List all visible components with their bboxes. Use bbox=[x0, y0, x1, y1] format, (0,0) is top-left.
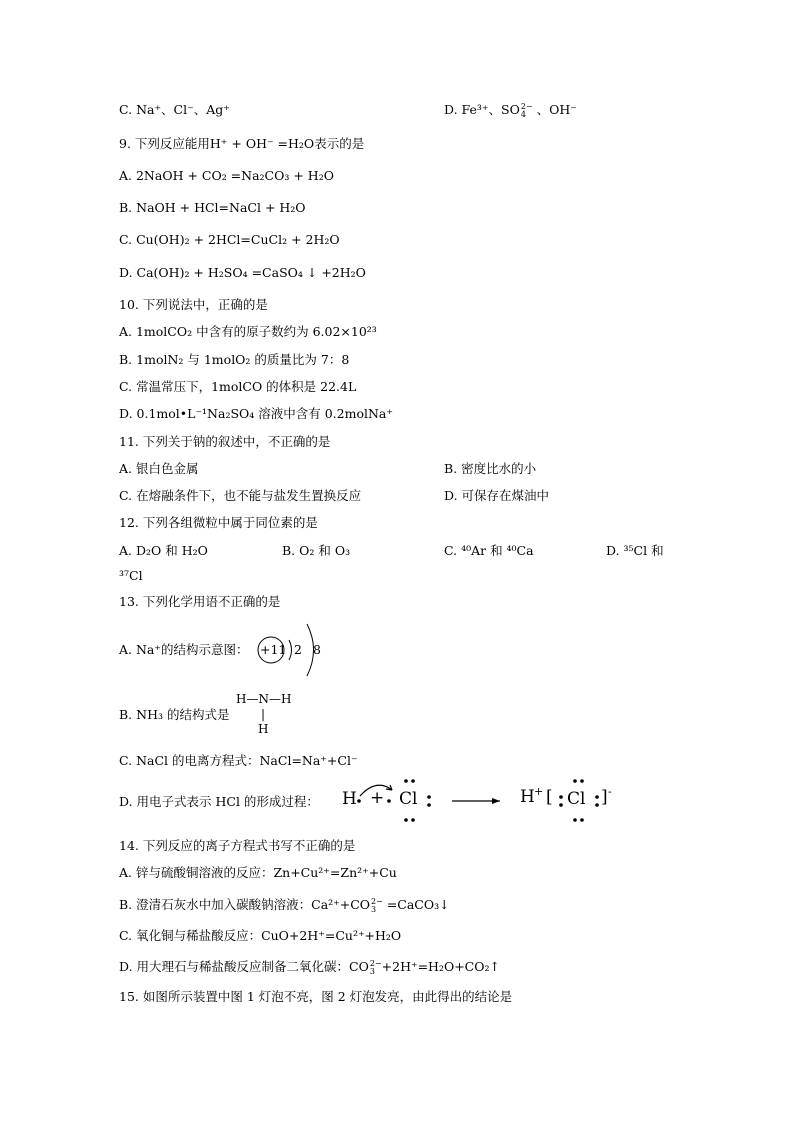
q9-option-a: A. 2NaOH + CO₂ =Na₂CO₃ + H₂O bbox=[119, 168, 334, 183]
q14-stem: 14. 下列反应的离子方程式书写不正确的是 bbox=[119, 838, 356, 853]
hcl-reactant-cl: Cl bbox=[399, 789, 418, 809]
hcl-product-right-bracket: ] bbox=[601, 787, 608, 807]
ammonia-structure-bottom: H bbox=[258, 722, 269, 736]
q13-option-d-label: D. 用电子式表示 HCl 的形成过程： bbox=[119, 794, 319, 809]
q8-option-c: C. Na⁺、Cl⁻、Ag⁺ bbox=[119, 102, 230, 117]
hcl-product-charge: - bbox=[608, 785, 612, 798]
q14-option-d-prefix: D. 用大理石与稀盐酸反应制备二氧化碳：CO bbox=[119, 959, 369, 974]
hcl-reactant-h: H bbox=[342, 789, 357, 809]
q14-option-d bbox=[119, 959, 500, 976]
q14-option-b-prefix: B. 澄清石灰水中加入碳酸钠溶液：Ca²⁺+CO bbox=[119, 897, 371, 912]
ammonia-structure-bond: | bbox=[261, 707, 266, 721]
q11-option-c: C. 在熔融条件下，也不能与盐发生置换反应 bbox=[119, 488, 362, 503]
q8-option-d bbox=[444, 102, 577, 119]
q9-option-c: C. Cu(OH)₂ + 2HCl=CuCl₂ + 2H₂O bbox=[119, 232, 340, 247]
q14-option-a: A. 锌与硫酸铜溶液的反应：Zn+Cu²⁺=Zn²⁺+Cu bbox=[119, 865, 397, 880]
q11-option-a: A. 银白色金属 bbox=[119, 461, 199, 476]
hcl-plus-sign: + bbox=[370, 788, 385, 808]
q12-option-a: A. D₂O 和 H₂O bbox=[119, 543, 208, 558]
q9-option-b: B. NaOH + HCl=NaCl + H₂O bbox=[119, 200, 306, 215]
sodium-ion-structure-diagram bbox=[256, 622, 336, 678]
sodium-nucleus-charge: +11 bbox=[260, 642, 287, 657]
q12-stem: 12. 下列各组微粒中属于同位素的是 bbox=[119, 515, 318, 530]
q14-option-b bbox=[119, 897, 450, 914]
q12-option-c: C. ⁴⁰Ar 和 ⁴⁰Ca bbox=[444, 543, 534, 558]
q13-option-c: C. NaCl 的电离方程式：NaCl=Na⁺+Cl⁻ bbox=[119, 753, 358, 768]
ammonia-structure-top: H—N—H bbox=[236, 692, 292, 706]
q12-option-b: B. O₂ 和 O₃ bbox=[282, 543, 351, 558]
q15-stem: 15. 如图所示装置中图 1 灯泡不亮，图 2 灯泡发亮，由此得出的结论是 bbox=[119, 989, 513, 1004]
q10-option-a: A. 1molCO₂ 中含有的原子数约为 6.02×10²³ bbox=[119, 324, 377, 339]
q9-stem bbox=[119, 136, 364, 152]
hcl-product-h: H bbox=[520, 787, 535, 807]
q10-option-b: B. 1molN₂ 与 1molO₂ 的质量比为 7：8 bbox=[119, 352, 350, 367]
q10-option-d: D. 0.1mol•L⁻¹Na₂SO₄ 溶液中含有 0.2molNa⁺ bbox=[119, 406, 393, 421]
q11-option-d: D. 可保存在煤油中 bbox=[444, 488, 550, 503]
q14-option-d-carbonate-charge: 2− 3 bbox=[369, 958, 382, 976]
q13-option-b-label: B. NH₃ 的结构式是 bbox=[119, 707, 230, 722]
q13-option-a-label: A. Na⁺的结构示意图： bbox=[119, 642, 249, 657]
q13-stem: 13. 下列化学用语不正确的是 bbox=[119, 594, 281, 609]
q14-option-b-carbonate-charge: 2− 3 bbox=[371, 896, 383, 914]
q9-stem-suffix: 表示的是 bbox=[314, 136, 365, 151]
hcl-product-left-bracket: [ bbox=[546, 787, 553, 807]
q14-option-d-suffix: +2H⁺=H₂O+CO₂↑ bbox=[381, 959, 500, 974]
q9-stem-prefix: 9. 下列反应能用 bbox=[119, 136, 210, 151]
q12-option-d-continued: ³⁷Cl bbox=[119, 568, 143, 583]
q8-sulfate-charge: 2− 4 bbox=[520, 101, 533, 119]
sodium-shell-1-count: 2 bbox=[294, 642, 302, 657]
hcl-formation-diagram bbox=[340, 776, 620, 822]
q11-option-b: B. 密度比水的小 bbox=[444, 461, 537, 476]
hcl-product-h-charge: + bbox=[534, 785, 544, 798]
q14-option-b-suffix: =CaCO₃↓ bbox=[382, 897, 450, 912]
q8-option-d-suffix: 、OH⁻ bbox=[532, 102, 577, 117]
q9-stem-equation: H⁺ + OH⁻ =H₂O bbox=[209, 136, 315, 151]
q14-option-c: C. 氧化铜与稀盐酸反应：CuO+2H⁺=Cu²⁺+H₂O bbox=[119, 928, 402, 943]
q10-option-c: C. 常温常压下，1molCO 的体积是 22.4L bbox=[119, 379, 357, 394]
q8-option-d-prefix: D. Fe³⁺、SO bbox=[444, 102, 520, 117]
hcl-product-cl: Cl bbox=[567, 789, 586, 809]
q10-stem: 10. 下列说法中，正确的是 bbox=[119, 297, 268, 312]
q12-option-d: D. ³⁵Cl 和 bbox=[606, 543, 664, 558]
sodium-shell-2-count: 8 bbox=[313, 642, 321, 657]
q9-option-d: D. Ca(OH)₂ + H₂SO₄ =CaSO₄ ↓ +2H₂O bbox=[119, 265, 366, 280]
q11-stem: 11. 下列关于钠的叙述中，不正确的是 bbox=[119, 434, 331, 449]
